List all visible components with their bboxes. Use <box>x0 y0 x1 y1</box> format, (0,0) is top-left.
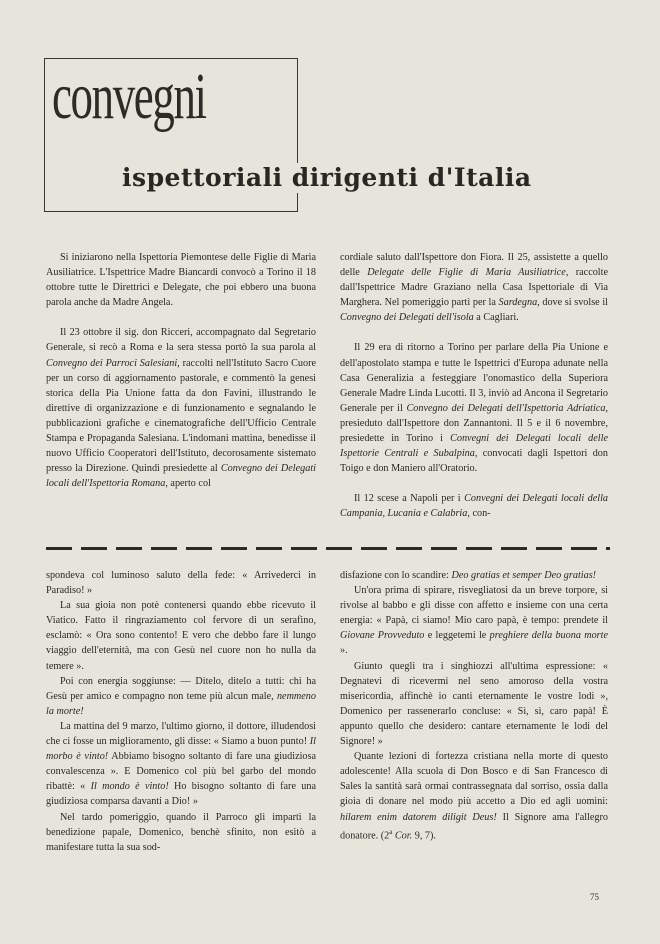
dashed-divider <box>46 547 610 550</box>
paragraph: Il 29 era di ritorno a Torino per parlare della Pia Unione e dell'apostolato stampa e tutte le Ispettrici d'Europa adunate nella Casa Generalizia a festeggiare l'onomastico della Superiora Generale Madre Linda Lucotti. Il 3, inviò ad Ancona il Segretario Generale per il Convegno dei Delegati dell'Ispettoria Adriatica, presieduto dall'Ispettore don Zannantoni. Il 5 e il 6 novembre, presiedette in Torino i Convegni dei Delegati locali delle Ispettorie Centrali e Subalpina, convocati dagli Ispettori don Toigo e don Maniero all'Oratorio. <box>340 342 608 475</box>
paragraph: disfazione con lo scandire: Deo gratias et semper Deo gratias! <box>340 570 597 581</box>
column-1 <box>46 250 316 491</box>
page-subtitle: ispettoriali dirigenti d'Italia <box>118 163 614 193</box>
paragraph: Un'ora prima di spirare, risvegliatosi da un breve torpore, si rivolse al babbo e gli disse con affetto e insieme con una certa energia: « Papà, ci siamo! Mio caro papà, è tempo: prendete il Giovane Provveduto e leggetemi le preghiere della buona morte ». <box>340 585 608 657</box>
paragraph: Giunto quegli tra i singhiozzi all'ultima espressione: « Degnatevi di ricevermi nel seno amoroso della vostra misericordia, affinchè io canti eternamente le vostre lodi », Domenico per rassenerarlo concluse: « Sì, sì, caro papà! È appunto quello che desidero: cantare eternamente le lodi del Signore! » <box>340 660 608 748</box>
paragraph: Quante lezioni di fortezza cristiana nella morte di questo adolescente! Alla scuola di Don Bosco e di San Francesco di Sales la santità sarà ormai contrassegnata dal sorriso, ossia dalla gioia di donare nel modo più accetto a Dio ed agli uomini: hilarem enim datorem diligit Deus! Il Signore ama l'allegro donatore. (2$^a$ Cor. 9, 7). <box>340 751 608 841</box>
paragraph: La mattina del 9 marzo, l'ultimo giorno, il dottore, illudendosi che ci fosse un miglioramento, gli disse: « Siamo a buon punto! Il morbo è vinto! Abbiamo bisogno soltanto di fare una giudiziosa convalescenza ». E Domenico col più bel garbo del mondo ribattè: « Il mondo è vinto! Ho bisogno soltanto di fare una giudiziosa comparsa davanti a Dio! » <box>46 720 316 808</box>
column-3 <box>46 568 316 855</box>
paragraph: cordiale saluto dall'Ispettore don Fiora. Il 25, assistette a quello delle Delegate delle Figlie di Maria Ausiliatrice, raccolte dall'Ispettrice Madre Graziano nella Casa Ispettoriale di Via Marghera. Nel pomeriggio partì per la Sardegna, dove si svolse il Convegno dei Delegati dell'isola a Cagliari. <box>340 252 608 324</box>
column-2 <box>340 250 608 522</box>
paragraph: Si iniziarono nella Ispettoria Piemontese delle Figlie di Maria Ausiliatrice. L'Ispettrice Madre Biancardi convocò a Torino il 18 ottobre tutte le Direttrici e Delegate, che poi ebbero una buona parola anche da Madre Angela. <box>46 252 316 309</box>
paragraph: spondeva col luminoso saluto della fede: « Arrivederci in Paradiso! » <box>46 570 316 597</box>
paragraph: Nel tardo pomeriggio, quando il Parroco gli impartì la benedizione papale, Domenico, benchè sfinito, non esitò a manifestare tutta la sua sod- <box>46 811 316 853</box>
page-title: convegni <box>52 60 206 133</box>
paragraph: Il 23 ottobre il sig. don Ricceri, accompagnato dal Segretario Generale, si recò a Roma e la sera stessa portò la sua parola al Convegno dei Parroci Salesiani, raccolti nell'Istituto Sacro Cuore per un corso di aggiornamento pastorale, e commentò la genesi storica della Pia Unione fatta da don Favini, illustrando le direttive di organizzazione e di funzionamento e segnalando le pubblicazioni grafiche e cinematografiche dell'Ufficio Centrale Stampa e Propaganda Salesiana. L'indomani mattina, benedisse il nuovo Ufficio Cooperatori dell'Istituto, decorosamente sistemato presso la Direzione. Quindi presiedette al Convegno dei Delegati locali dell'Ispettoria Romana, aperto col <box>46 327 316 490</box>
page-number: 75 <box>590 892 599 902</box>
paragraph: La sua gioia non potè contenersi quando ebbe ricevuto il Viatico. Fatto il ringraziamento col fervore di un serafino, esclamò: « Ora sono contento! E vero che debbo fare il lungo viaggio dell'eternità, ma con Gesù nel cuore non ho nulla da temere ». <box>46 600 316 672</box>
column-4 <box>340 568 608 843</box>
paragraph: Poi con energia soggiunse: — Ditelo, ditelo a tutti: chi ha Gesù per amico e compagno non teme più alcun male, nemmeno la morte! <box>46 675 316 717</box>
paragraph: Il 12 scese a Napoli per i Convegni dei Delegati locali della Campania, Lucania e Calabria, con- <box>340 493 609 520</box>
